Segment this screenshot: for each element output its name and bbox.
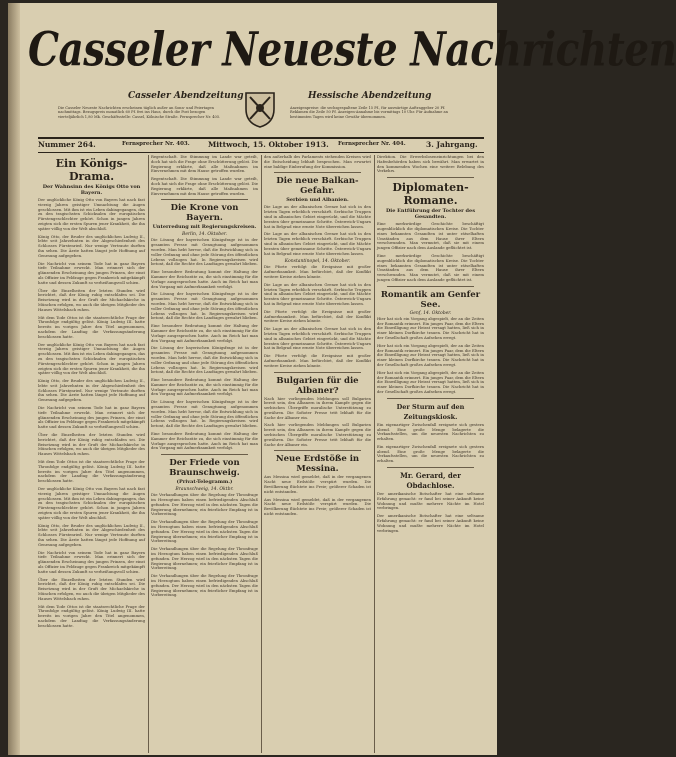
dateline: Konstantinopel, 14. Oktober. <box>284 259 351 265</box>
article-paragraph: Die Verhandlungen über die Regelung der Thronfrage im Herzogtum haben einen befriedigenden Abschluß gefunden. Der Herzog wird in den nächsten Tagen die Regierung übernehmen; ein feierlicher Empfang ist in Vorbereitung. <box>151 492 258 517</box>
article-paragraph: Die Lage an der albanischen Grenze hat sich in den letzten Tagen erheblich verschärft. Serbische Truppen sind in albanisches Gebiet eingerückt, und die Mächte beraten über gemeinsame Schritte. Österreich-Ungarn hat in Belgrad eine ernste Note überreichen lassen. <box>264 281 371 306</box>
column-3 <box>264 155 371 753</box>
masthead-title: Casseler Neueste Nachrichten <box>28 22 676 78</box>
article-paragraph: Direktion. Die Erwerbsloseneinrichtungen bei den Hafenbehörden haben sich bewährt. Man erwartet in den kommenden Wochen eine weitere Belebung des Verkehrs. <box>377 154 484 174</box>
headline-friede-braunschweig: Der Friede von Braunschweig. <box>169 458 240 479</box>
article-paragraph: Die Verhandlungen über die Regelung der Thronfrage im Herzogtum haben einen befriedigenden Abschluß gefunden. Der Herzog wird in den nächsten Tagen die Regierung übernehmen; ein feierlicher Empfang ist in Vorbereitung. <box>151 546 258 571</box>
coat-of-arms-icon <box>242 89 278 129</box>
article-paragraph: Nach hier vorliegenden Meldungen soll Bulgarien bereit sein, den Albanern in ihrem Kampfe gegen die serbischen Übergriffe moralische Unterstützung zu gewähren. Die Sofioter Presse tritt lebhaft für die Sache der Albaner ein. <box>264 395 371 420</box>
article-paragraph: Die Lage an der albanischen Grenze hat sich in den letzten Tagen erheblich verschärft. Serbische Truppen sind in albanisches Gebiet eingerückt, und die Mächte beraten über gemeinsame Schritte. Österreich-Ungarn hat in Belgrad eine ernste Note überreichen lassen. <box>264 231 371 256</box>
masthead-subtitle-right: Hessische Abendzeitung <box>308 91 432 101</box>
article-separator <box>387 398 474 399</box>
article-paragraph: Die Lösung der bayerischen Königsfrage ist in der gesamten Presse mit Genugtuung aufgenommen worden. Man hebt hervor, daß die Entwicklung sich in voller Ordnung und ohne jede Störung des öffentlichen Lebens vollzogen hat. In Regierungskreisen wird betont, daß die Rechte des Landtages gewahrt blieben. <box>151 399 258 429</box>
article-paragraph: Eine besondere Bedeutung kommt der Haltung der Kammer der Reichsräte zu, die sich einstimmig für die Vorlage ausgesprochen hatte. Auch im Reich hat man den Vorgang mit Aufmerksamkeit verfolgt. <box>151 431 258 451</box>
article-paragraph: Über die Einzelheiten der letzten Stunden wird berichtet, daß der König ruhig entschlafen sei. Die Beisetzung wird in der Gruft der Michaelskirche in München erfolgen, wo auch die übrigen Mitglieder des Hauses Wittelsbach ruhen. <box>38 432 145 457</box>
article-paragraph: Die Pforte verfolgt die Ereignisse mit großer Aufmerksamkeit. Man befürchtet, daß der Konflikt weitere Kreise ziehen könnte. <box>264 308 371 324</box>
dateline: Genf, 14. Oktober. <box>409 310 452 316</box>
headline-romantik-genfer-see: Romantik am Genfer See. <box>380 289 481 310</box>
article-paragraph: Die Lage an der albanischen Grenze hat sich in den letzten Tagen erheblich verschärft. Serbische Truppen sind in albanisches Gebiet eingerückt, und die Mächte beraten über gemeinsame Schritte. Österreich-Ungarn hat in Belgrad eine ernste Note überreichen lassen. <box>264 204 371 229</box>
article-separator <box>161 199 248 200</box>
headline-krone-bayern: Die Krone von Bayern. <box>170 203 239 224</box>
article-separator <box>274 372 361 373</box>
masthead-subtitle-left: Casseler Abendzeitung <box>128 91 244 101</box>
article-separator <box>161 454 248 455</box>
column-1 <box>38 155 145 753</box>
article-paragraph: Nach hier vorliegenden Meldungen soll Bulgarien bereit sein, den Albanern in ihrem Kampfe gegen die serbischen Übergriffe moralische Unterstützung zu gewähren. Die Sofioter Presse tritt lebhaft für die Sache der Albaner ein. <box>264 422 371 447</box>
page-binding-edge <box>8 3 20 755</box>
article-paragraph: Regentschaft. Die Stimmung im Lande war geteilt, doch hat sich die Frage ohne Erschütterung gelöst. Die Regierung erklärte, daß alle Maßnahmen im Einvernehmen mit dem Hause getroffen wurden. <box>151 176 258 196</box>
column-4 <box>377 155 484 753</box>
article-separator <box>387 177 474 178</box>
masthead-rule-top <box>38 137 484 139</box>
masthead-ad-left: Die Casseler Neueste Nachrichten erscheinen täglich außer an Sonn- und Feiertagen nachmittags. Bezugspreis monatlich 60 Pf. frei ins Haus, durch die Post bezogen vierteljährlich 1,80 Mk. Geschäftsstelle: Cassel, Kölnische Straße. Fernsprecher Nr. 405. <box>58 106 221 119</box>
article-paragraph: Ein eigenartiger Zwischenfall ereignete sich gestern abend. Eine große Menge belagerte die Verkaufsstellen, um die neuesten Nachrichten zu erhalten. <box>377 421 484 442</box>
article-paragraph: Der amerikanische Botschafter hat eine seltsame Erfahrung gemacht: er fand bei seiner Ankunft keine Wohnung und mußte mehrere Nächte im Hotel verbringen. <box>377 513 484 533</box>
phone-right: Fernsprecher Nr. 404. <box>338 141 406 147</box>
article-paragraph: Die Verhandlungen über die Regelung der Thronfrage im Herzogtum haben einen befriedigenden Abschluß gefunden. Der Herzog wird in den nächsten Tagen die Regierung übernehmen; ein feierlicher Empfang ist in Vorbereitung. <box>151 519 258 544</box>
article-paragraph: Über die Einzelheiten der letzten Stunden wird berichtet, daß der König ruhig entschlafen sei. Die Beisetzung wird in der Gruft der Michaelskirche in München erfolgen, wo auch die übrigen Mitglieder des Hauses Wittelsbach ruhen. <box>38 287 145 312</box>
article-separator <box>387 467 474 468</box>
masthead-ad-right: Anzeigenpreise: die sechsgespaltene Zeile 15 Pf., für auswärtige Auftraggeber 20 Pf. Reklamen die Zeile 50 Pf. Anzeigen-Annahme bis vormittags 10 Uhr. Für Aufnahme an bestimmten Tagen wird keine Gewähr übernommen. <box>290 106 448 119</box>
headline-balkan-gefahr: Die neue Balkan-Gefahr. <box>276 176 359 197</box>
article-paragraph: Der amerikanische Botschafter hat eine seltsame Erfahrung gemacht: er fand bei seiner Ankunft keine Wohnung und mußte mehrere Nächte im Hotel verbringen. <box>377 491 484 511</box>
issue-date: Mittwoch, 15. Oktober 1913. <box>208 140 329 149</box>
article-paragraph: Die Nachricht von seinem Tode hat in ganz Bayern tiefe Teilnahme erweckt. Man erinnert sich der glänzenden Erscheinung des jungen Prinzen, der einst als Offizier im Feldzuge gegen Frankreich mitgekämpft hatte und dessen Zukunft so verheißungsvoll schien. <box>38 549 145 574</box>
article-paragraph: Die Lösung der bayerischen Königsfrage ist in der gesamten Presse mit Genugtuung aufgenommen worden. Man hebt hervor, daß die Entwicklung sich in voller Ordnung und ohne jede Störung des öffentlichen Lebens vollzogen hat. In Regierungskreisen wird betont, daß die Rechte des Landtages gewahrt blieben. <box>151 291 258 321</box>
article-paragraph: König Otto, der Bruder des unglücklichen Ludwig II., lebte seit Jahrzehnten in der Abgeschiedenheit des Schlosses Fürstenried. Nur wenige Vertraute durften ihn sehen. Die Ärzte hatten längst jede Hoffnung auf Genesung aufgegeben. <box>38 378 145 403</box>
article-paragraph: König Otto, der Bruder des unglücklichen Ludwig II., lebte seit Jahrzehnten in der Abgeschiedenheit des Schlosses Fürstenried. Nur wenige Vertraute durften ihn sehen. Die Ärzte hatten längst jede Hoffnung auf Genesung aufgegeben. <box>38 233 145 258</box>
article-paragraph: Eine besondere Bedeutung kommt der Haltung der Kammer der Reichsräte zu, die sich einstimmig für die Vorlage ausgesprochen hatte. Auch im Reich hat man den Vorgang mit Aufmerksamkeit verfolgt. <box>151 269 258 289</box>
subhead-diplomaten-romane: Die Entführung der Tochter des Gesandten. <box>385 208 476 221</box>
headline-koenigs-drama: Ein Königs-Drama. <box>55 157 128 183</box>
article-paragraph: Die Lösung der bayerischen Königsfrage ist in der gesamten Presse mit Genugtuung aufgenommen worden. Man hebt hervor, daß die Entwicklung sich in voller Ordnung und ohne jede Störung des öffentlichen Lebens vollzogen hat. In Regierungskreisen wird betont, daß die Rechte des Landtages gewahrt blieben. <box>151 237 258 267</box>
subhead-koenigs-drama: Der Wahnsinn des Königs Otto von Bayern. <box>42 184 141 196</box>
subhead-krone-bayern: Unterredung mit Regierungskreisen. <box>152 224 257 231</box>
article-paragraph: Hier hat sich ein Vorgang abgespielt, der an die Zeiten der Romantik erinnert. Ein junges Paar, dem die Eltern die Einwilligung zur Heirat versagt hatten, ließ sich in einer kleinen Dorfkirche trauen. Die Nachricht hat in der Gesellschaft großes Aufsehen erregt. <box>377 342 484 367</box>
headline-mr-gerard: Mr. Gerard, der Obdachlose. <box>400 471 461 491</box>
newspaper-page <box>8 3 676 755</box>
article-paragraph: Mit dem Tode Ottos ist die staatsrechtliche Frage der Thronfolge endgültig gelöst. König Ludwig III. hatte bereits im vorigen Jahre den Titel angenommen, nachdem der Landtag die Verfassungsänderung beschlossen hatte. <box>38 459 145 484</box>
article-paragraph: den außerhalb des Parlaments stehenden Kreisen wird die Entscheidung lebhaft besprochen. Man erwartet eine baldige Einberufung der Kommission. <box>264 154 371 169</box>
headline-erdstoesse-messina: Neue Erdstöße in Messina. <box>275 454 360 475</box>
article-paragraph: Die Lage an der albanischen Grenze hat sich in den letzten Tagen erheblich verschärft. Serbische Truppen sind in albanisches Gebiet eingerückt, und die Mächte beraten über gemeinsame Schritte. Österreich-Ungarn hat in Belgrad eine ernste Note überreichen lassen. <box>264 326 371 351</box>
article-separator <box>274 172 361 173</box>
column-divider <box>374 155 375 753</box>
article-paragraph: Die Pforte verfolgt die Ereignisse mit großer Aufmerksamkeit. Man befürchtet, daß der Konflikt weitere Kreise ziehen könnte. <box>264 353 371 368</box>
article-paragraph: Die Verhandlungen über die Regelung der Thronfrage im Herzogtum haben einen befriedigenden Abschluß gefunden. Der Herzog wird in den nächsten Tagen die Regierung übernehmen; ein feierlicher Empfang ist in Vorbereitung. <box>151 573 258 598</box>
article-paragraph: Mit dem Tode Ottos ist die staatsrechtliche Frage der Thronfolge endgültig gelöst. König Ludwig III. hatte bereits im vorigen Jahre den Titel angenommen, nachdem der Landtag die Verfassungsänderung beschlossen hatte. <box>38 314 145 339</box>
article-separator <box>274 450 361 451</box>
dateline: Braunschweig, 14. Oktbr. <box>175 487 234 493</box>
article-paragraph: Der unglückliche König Otto von Bayern hat nach fast vierzig Jahren geistiger Umnachtung die Augen geschlossen. Mit ihm ist ein Leben dahingegangen, das zu den tragischsten Schicksalen der europäischen Fürstengeschlechter gehört. Schon in jungen Jahren zeigten sich die ersten Spuren jener Krankheit, die ihn später völlig von der Welt abschloß. <box>38 341 145 376</box>
volume-year: 3. Jahrgang. <box>426 140 478 149</box>
article-paragraph: Eine merkwürdige Geschichte beschäftigt augenblicklich die diplomatischen Kreise. Die Tochter eines bekannten Gesandten ist unter rätselhaften Umständen aus dem Hause ihrer Eltern verschwunden. Man vermutet, daß sie mit einem jungen Offizier nach dem Auslande geflüchtet ist. <box>377 221 484 251</box>
article-paragraph: König Otto, der Bruder des unglücklichen Ludwig II., lebte seit Jahrzehnten in der Abgeschiedenheit des Schlosses Fürstenried. Nur wenige Vertraute durften ihn sehen. Die Ärzte hatten längst jede Hoffnung auf Genesung aufgegeben. <box>38 522 145 547</box>
article-paragraph: Der unglückliche König Otto von Bayern hat nach fast vierzig Jahren geistiger Umnachtung die Augen geschlossen. Mit ihm ist ein Leben dahingegangen, das zu den tragischsten Schicksalen der europäischen Fürstengeschlechter gehört. Schon in jungen Jahren zeigten sich die ersten Spuren jener Krankheit, die ihn später völlig von der Welt abschloß. <box>38 486 145 520</box>
article-paragraph: Die Nachricht von seinem Tode hat in ganz Bayern tiefe Teilnahme erweckt. Man erinnert sich der glänzenden Erscheinung des jungen Prinzen, der einst als Offizier im Feldzuge gegen Frankreich mitgekämpft hatte und dessen Zukunft so verheißungsvoll schien. <box>38 405 145 430</box>
column-divider <box>148 155 149 753</box>
article-paragraph: Über die Einzelheiten der letzten Stunden wird berichtet, daß der König ruhig entschlafen sei. Die Beisetzung wird in der Gruft der Michaelskirche in München erfolgen, wo auch die übrigen Mitglieder des Hauses Wittelsbach ruhen. <box>38 576 145 601</box>
article-paragraph: Eine merkwürdige Geschichte beschäftigt augenblicklich die diplomatischen Kreise. Die Tochter eines bekannten Gesandten ist unter rätselhaften Umständen aus dem Hause ihrer Eltern verschwunden. Man vermutet, daß sie mit einem jungen Offizier nach dem Auslande geflüchtet ist. <box>377 252 484 282</box>
article-paragraph: Die Lösung der bayerischen Königsfrage ist in der gesamten Presse mit Genugtuung aufgenommen worden. Man hebt hervor, daß die Entwicklung sich in voller Ordnung und ohne jede Störung des öffentlichen Lebens vollzogen hat. In Regierungskreisen wird betont, daß die Rechte des Landtages gewahrt blieben. <box>151 345 258 375</box>
article-paragraph: Eine besondere Bedeutung kommt der Haltung der Kammer der Reichsräte zu, die sich einstimmig für die Vorlage ausgesprochen hatte. Auch im Reich hat man den Vorgang mit Aufmerksamkeit verfolgt. <box>151 323 258 343</box>
headline-bulgarien-albaner: Bulgarien für die Albaner? <box>276 375 359 396</box>
article-separator <box>387 286 474 287</box>
info-bar <box>38 140 484 152</box>
article-paragraph: Der unglückliche König Otto von Bayern hat nach fast vierzig Jahren geistiger Umnachtung die Augen geschlossen. Mit ihm ist ein Leben dahingegangen, das zu den tragischsten Schicksalen der europäischen Fürstengeschlechter gehört. Schon in jungen Jahren zeigten sich die ersten Spuren jener Krankheit, die ihn später völlig von der Welt abschloß. <box>38 197 145 231</box>
phone-left: Fernsprecher Nr. 403. <box>122 141 190 147</box>
issue-number: Nummer 264. <box>38 140 96 149</box>
dateline: Berlin, 14. Oktober. <box>182 232 227 238</box>
headline-zeitungskiosk: Der Sturm auf den Zeitungskiosk. <box>396 402 465 421</box>
subhead-balkan-gefahr: Serbien und Albanien. <box>286 197 349 204</box>
article-paragraph: Aus Messina wird gemeldet, daß in der vergangenen Nacht neue Erdstöße verspürt wurden. Die Bevölkerung flüchtete ins Freie; größerer Schaden ist nicht entstanden. <box>264 474 371 494</box>
article-paragraph: Eine besondere Bedeutung kommt der Haltung der Kammer der Reichsräte zu, die sich einstimmig für die Vorlage ausgesprochen hatte. Auch im Reich hat man den Vorgang mit Aufmerksamkeit verfolgt. <box>151 377 258 397</box>
masthead-rule-bottom <box>38 152 484 153</box>
article-paragraph: Mit dem Tode Ottos ist die staatsrechtliche Frage der Thronfolge endgültig gelöst. König Ludwig III. hatte bereits im vorigen Jahre den Titel angenommen, nachdem der Landtag die Verfassungsänderung beschlossen hatte. <box>38 603 145 628</box>
article-paragraph: Aus Messina wird gemeldet, daß in der vergangenen Nacht neue Erdstöße verspürt wurden. Die Bevölkerung flüchtete ins Freie; größerer Schaden ist nicht entstanden. <box>264 496 371 517</box>
article-paragraph: Hier hat sich ein Vorgang abgespielt, der an die Zeiten der Romantik erinnert. Ein junges Paar, dem die Eltern die Einwilligung zur Heirat versagt hatten, ließ sich in einer kleinen Dorfkirche trauen. Die Nachricht hat in der Gesellschaft großes Aufsehen erregt. <box>377 315 484 340</box>
article-paragraph: Hier hat sich ein Vorgang abgespielt, der an die Zeiten der Romantik erinnert. Ein junges Paar, dem die Eltern die Einwilligung zur Heirat versagt hatten, ließ sich in einer kleinen Dorfkirche trauen. Die Nachricht hat in der Gesellschaft großes Aufsehen erregt. <box>377 369 484 394</box>
article-paragraph: Die Pforte verfolgt die Ereignisse mit großer Aufmerksamkeit. Man befürchtet, daß der Konflikt weitere Kreise ziehen könnte. <box>264 264 371 279</box>
column-divider <box>261 155 262 753</box>
article-paragraph: Die Nachricht von seinem Tode hat in ganz Bayern tiefe Teilnahme erweckt. Man erinnert sich der glänzenden Erscheinung des jungen Prinzen, der einst als Offizier im Feldzuge gegen Frankreich mitgekämpft hatte und dessen Zukunft so verheißungsvoll schien. <box>38 260 145 285</box>
subhead-friede-braunschweig: (Privat-Telegramm.) <box>176 479 233 486</box>
headline-diplomaten-romane: Diplomaten-Romane. <box>392 181 469 208</box>
article-paragraph: Ein eigenartiger Zwischenfall ereignete sich gestern abend. Eine große Menge belagerte die Verkaufsstellen, um die neuesten Nachrichten zu erhalten. <box>377 443 484 464</box>
column-2 <box>151 155 258 753</box>
article-paragraph: Regentschaft. Die Stimmung im Lande war geteilt, doch hat sich die Frage ohne Erschütterung gelöst. Die Regierung erklärte, daß alle Maßnahmen im Einvernehmen mit dem Hause getroffen wurden. <box>151 154 258 174</box>
